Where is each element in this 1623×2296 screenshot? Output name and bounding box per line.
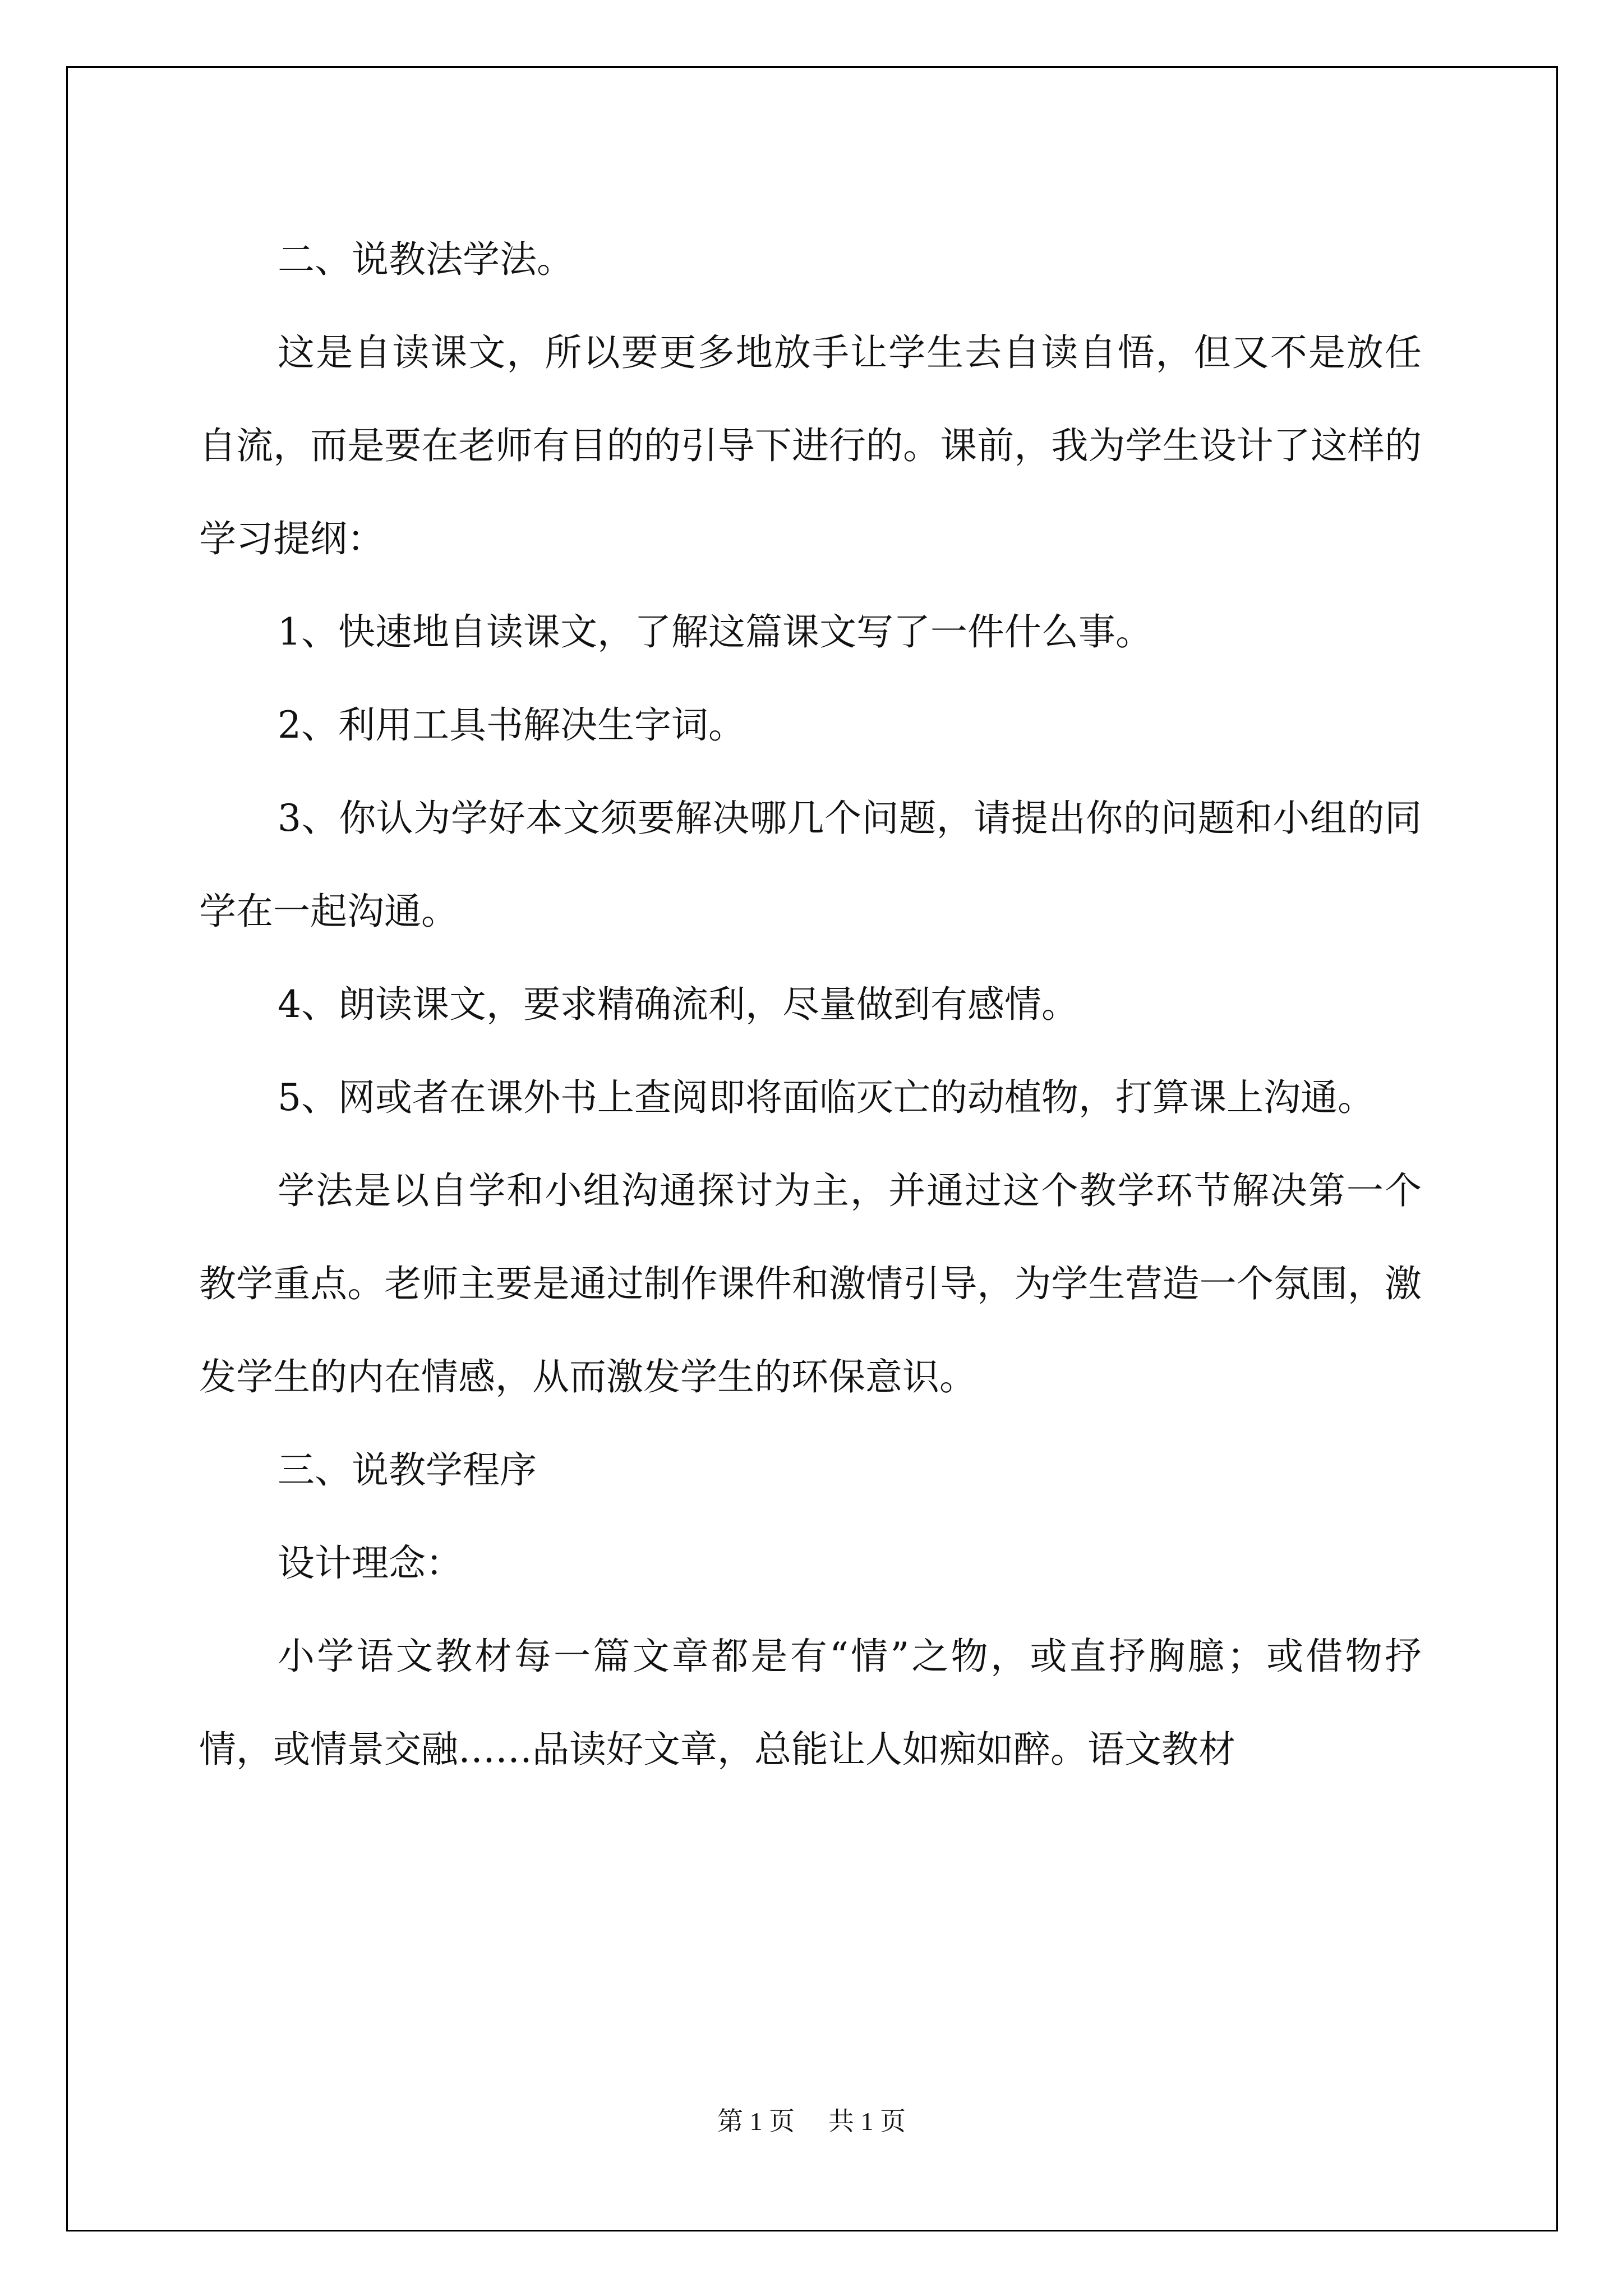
page-total: 共 1 页 (828, 2107, 906, 2136)
page-footer (0, 2101, 1623, 2138)
list-item-2: 2、利用工具书解决生字词。 (278, 703, 745, 747)
paragraph-self-reading: 这是自读课文，所以要更多地放手让学生去自读自悟，但又不是放任自流，而是要在老师有目的的引导下进行的。课前，我为学生设计了这样的学习提纲： (199, 331, 1422, 560)
list-item-3: 3、你认为学好本文须要解决哪几个问题，请提出你的问题和小组的同学在一起沟通。 (199, 797, 1422, 933)
section-heading-methods: 二、说教法学法。 (278, 238, 574, 281)
subheading-design-concept: 设计理念： (278, 1542, 463, 1585)
paragraph-study-method: 学法是以自学和小组沟通探讨为主，并通过这个教学环节解决第一个教学重点。老师主要是通过制作课件和激情引导，为学生营造一个氛围，激发学生的内在情感，从而激发学生的环保意识。 (199, 1169, 1422, 1398)
list-item-5: 5、网或者在课外书上查阅即将面临灭亡的动植物，打算课上沟通。 (278, 1076, 1375, 1119)
list-item-1: 1、快速地自读课文，了解这篇课文写了一件什么事。 (278, 610, 1152, 654)
section-heading-procedure: 三、说教学程序 (278, 1448, 537, 1492)
paragraph-textbook: 小学语文教材每一篇文章都是有“情”之物，或直抒胸臆；或借物抒情，或情景交融……品读好文章，总能让人如痴如醉。语文教材 (199, 1635, 1422, 1771)
document-body (199, 213, 1422, 1796)
page-number: 第 1 页 (717, 2107, 795, 2136)
list-item-4: 4、朗读课文，要求精确流利，尽量做到有感情。 (278, 983, 1078, 1026)
